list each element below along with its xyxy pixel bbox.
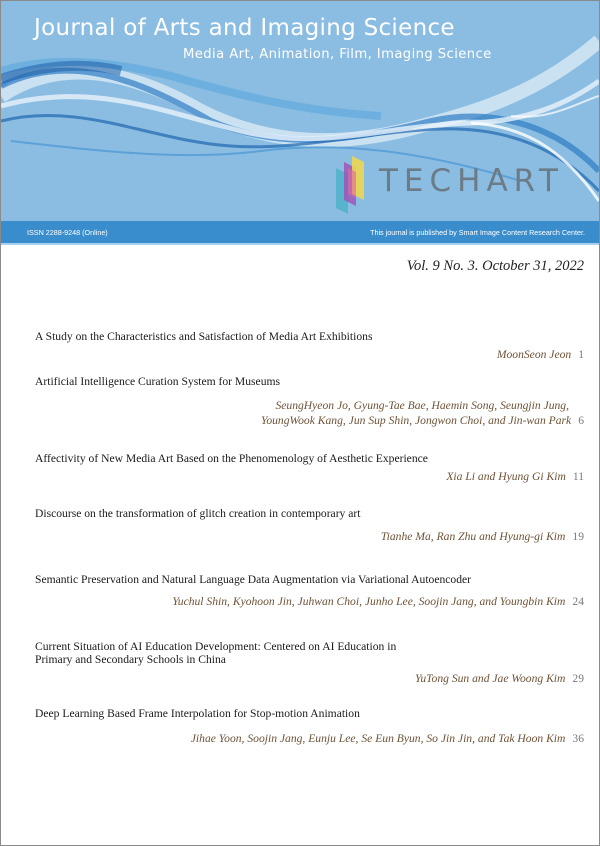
article-title[interactable]: Discourse on the transformation of glitch creation in contemporary art (35, 507, 361, 520)
journal-title: Journal of Arts and Imaging Science (34, 15, 455, 41)
page-number: 29 (572, 672, 584, 685)
author-names: YoungWook Kang, Jun Sup Shin, Jongwon Choi, and Jin-wan Park (260, 414, 572, 427)
article-authors (497, 348, 584, 362)
author-names: YuTong Sun and Jae Woong Kim (414, 672, 566, 685)
cover-banner (1, 1, 599, 221)
author-names: Yuchul Shin, Kyohoon Jin, Juhwan Choi, Junho Lee, Soojin Jang, and Youngbin Kim (172, 595, 566, 608)
article-authors (446, 470, 584, 484)
article-title[interactable]: Current Situation of AI Education Development: Centered on AI Education in (35, 640, 397, 653)
divider (1, 243, 599, 245)
journal-subtitle: Media Art, Animation, Film, Imaging Science (183, 47, 492, 62)
article-title[interactable]: A Study on the Characteristics and Satisfaction of Media Art Exhibitions (35, 330, 373, 343)
article-authors (191, 732, 584, 746)
issue-volume: Vol. 9 No. 3. October 31, 2022 (406, 258, 584, 274)
publisher-note: This journal is published by Smart Image Content Research Center. (370, 228, 585, 237)
article-authors (261, 414, 584, 428)
page-number: 6 (578, 414, 584, 427)
article-authors (172, 595, 584, 609)
article-authors (381, 530, 584, 544)
author-names: MoonSeon Jeon (496, 348, 572, 361)
author-names: SeungHyeon Jo, Gyung-Tae Bae, Haemin Song, Seungjin Jung, (275, 399, 569, 412)
article-title[interactable]: Semantic Preservation and Natural Language Data Augmentation via Variational Autoencoder (35, 573, 472, 586)
author-names: Xia Li and Hyung Gi Kim (446, 470, 566, 483)
info-bar (1, 221, 599, 243)
page-number: 11 (572, 470, 584, 483)
issn-label: ISSN 2288-9248 (Online) (27, 228, 108, 237)
page-number: 24 (572, 595, 584, 608)
page-number: 1 (578, 348, 584, 361)
article-title[interactable]: Affectivity of New Media Art Based on the Phenomenology of Aesthetic Experience (35, 452, 428, 465)
page-number: 19 (572, 530, 584, 543)
article-title[interactable]: Deep Learning Based Frame Interpolation for Stop-motion Animation (35, 707, 360, 720)
techart-logo-text: TECHART (379, 163, 564, 199)
author-names: Tianhe Ma, Ran Zhu and Hyung-gi Kim (380, 530, 566, 543)
page-number: 36 (572, 732, 584, 745)
author-names: Jihae Yoon, Soojin Jang, Eunju Lee, Se Eun Byun, So Jin Jin, and Tak Hoon Kim (190, 732, 566, 745)
article-authors (415, 672, 584, 686)
techart-logo-icon (334, 154, 384, 216)
article-title-continued[interactable]: Primary and Secondary Schools in China (35, 653, 226, 666)
article-authors (275, 399, 569, 413)
article-title[interactable]: Artificial Intelligence Curation System for Museums (35, 375, 281, 388)
